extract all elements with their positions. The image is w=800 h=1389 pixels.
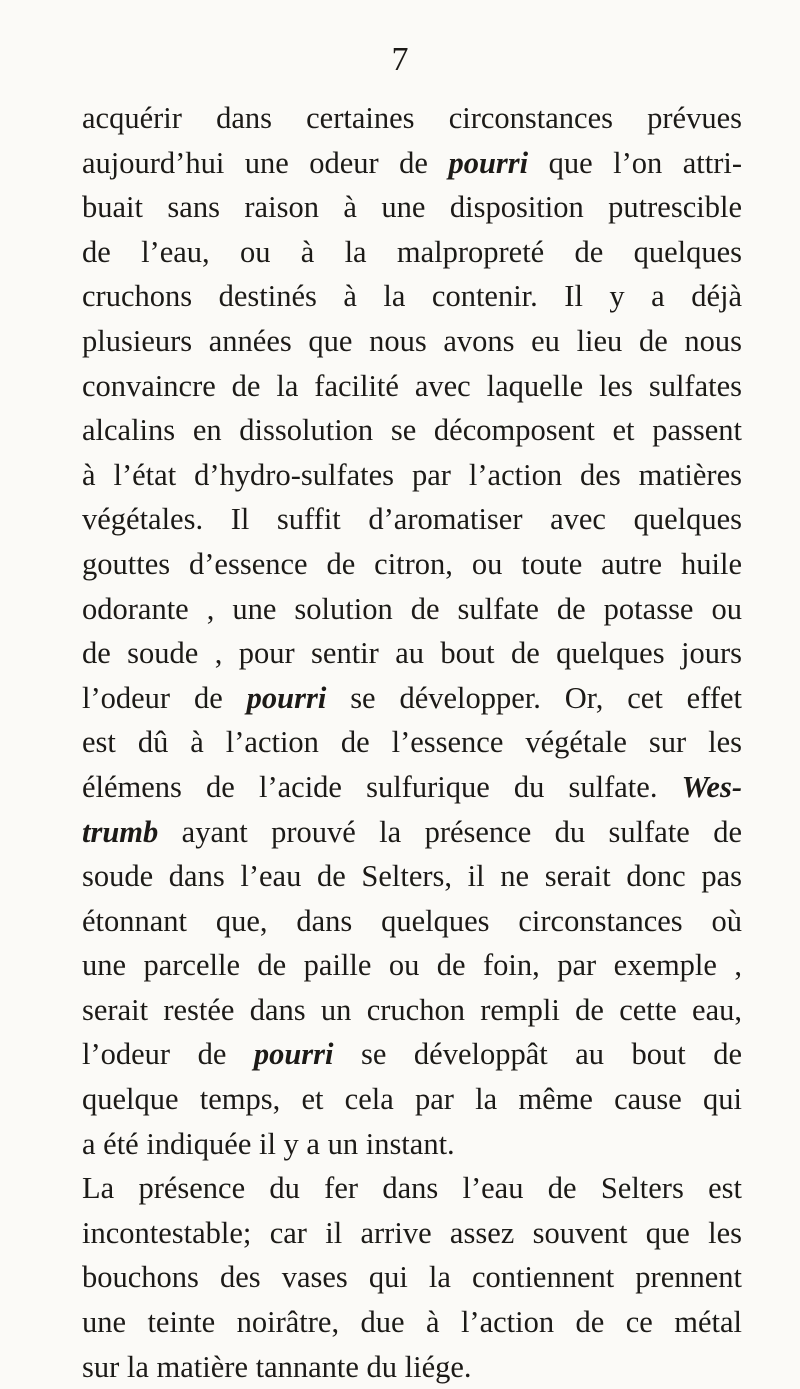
- text-line: [82, 274, 742, 319]
- text-run: se développât au bout de: [333, 1037, 742, 1072]
- text-run: se développer. Or, cet effet: [326, 680, 742, 715]
- text-run: étonnant que, dans quelques circonstances où: [82, 903, 742, 938]
- italic-word: Wes-: [681, 769, 742, 804]
- text-run: ayant prouvé la présence du sulfate de: [158, 814, 742, 849]
- text-line: [82, 1345, 742, 1389]
- text-run: de soude , pour sentir au bout de quelques jours: [82, 636, 742, 671]
- italic-word: pourri: [246, 680, 327, 715]
- text-run: bouchons des vases qui la contiennent prennent: [82, 1260, 742, 1295]
- text-line: [82, 720, 742, 765]
- text-line: [82, 185, 742, 230]
- text-line: [82, 542, 742, 587]
- text-line: [82, 141, 742, 186]
- text-run: odorante , une solution de sulfate de potasse ou: [82, 591, 742, 626]
- text-run: que l’on attri-: [528, 145, 742, 180]
- text-run: buait sans raison à une disposition putrescible: [82, 190, 742, 225]
- text-run: incontestable; car il arrive assez souvent que les: [82, 1215, 742, 1250]
- text-run: l’odeur de: [82, 680, 247, 715]
- text-line: [82, 230, 742, 275]
- text-line: [82, 854, 742, 899]
- text-run: élémens de l’acide sulfurique du sulfate.: [82, 769, 682, 804]
- text-run: convaincre de la facilité avec laquelle les sulfates: [82, 368, 742, 403]
- text-line: [82, 676, 742, 721]
- text-run: quelque temps, et cela par la même cause qui: [82, 1082, 742, 1117]
- text-run: serait restée dans un cruchon rempli de cette eau,: [82, 992, 742, 1027]
- text-line: [82, 364, 742, 409]
- text-line: [82, 587, 742, 632]
- text-run: soude dans l’eau de Selters, il ne serait donc pas: [82, 859, 742, 894]
- italic-word: trumb: [82, 814, 159, 849]
- text-line: [82, 408, 742, 453]
- text-line: [82, 631, 742, 676]
- text-line: [82, 988, 742, 1033]
- text-run: La présence du fer dans l’eau de Selters est: [82, 1171, 742, 1206]
- text-line: [82, 1122, 742, 1167]
- text-line: [82, 497, 742, 542]
- text-run: est dû à l’action de l’essence végétale sur les: [82, 725, 742, 760]
- italic-word: pourri: [253, 1037, 334, 1072]
- text-run: acquérir dans certaines circonstances prévues: [82, 101, 742, 135]
- text-line: [82, 1166, 742, 1211]
- text-run: aujourd’hui une odeur de: [82, 145, 449, 180]
- text-run: de l’eau, ou à la malpropreté de quelques: [82, 234, 742, 269]
- text-line: [82, 899, 742, 944]
- text-line: [82, 1077, 742, 1122]
- page-number: 7: [391, 41, 409, 78]
- text-run: gouttes d’essence de citron, ou toute autre huile: [82, 546, 742, 581]
- text-run: plusieurs années que nous avons eu lieu de nous: [82, 323, 742, 358]
- text-line: [82, 810, 742, 855]
- text-line: [82, 943, 742, 988]
- text-line: [82, 319, 742, 364]
- text-run: une teinte noirâtre, due à l’action de ce métal: [82, 1305, 742, 1340]
- text-line: [82, 96, 742, 141]
- text-run: alcalins en dissolution se décomposent et passent: [82, 413, 742, 448]
- text-run: végétales. Il suffit d’aromatiser avec quelques: [82, 502, 742, 537]
- text-line: [82, 765, 742, 810]
- body-text: [82, 96, 742, 1389]
- text-run: à l’état d’hydro-sulfates par l’action des matières: [82, 457, 742, 492]
- text-line: [82, 1211, 742, 1256]
- text-run: une parcelle de paille ou de foin, par exemple ,: [82, 948, 742, 983]
- text-line: [82, 1255, 742, 1300]
- text-run: sur la matière tannante du liége.: [82, 1349, 472, 1384]
- text-run: l’odeur de: [82, 1037, 254, 1072]
- text-line: [82, 1032, 742, 1077]
- text-run: cruchons destinés à la contenir. Il y a déjà: [82, 279, 742, 314]
- text-run: a été indiquée il y a un instant.: [82, 1126, 455, 1161]
- text-line: [82, 453, 742, 498]
- text-line: [82, 1300, 742, 1345]
- italic-word: pourri: [448, 145, 529, 180]
